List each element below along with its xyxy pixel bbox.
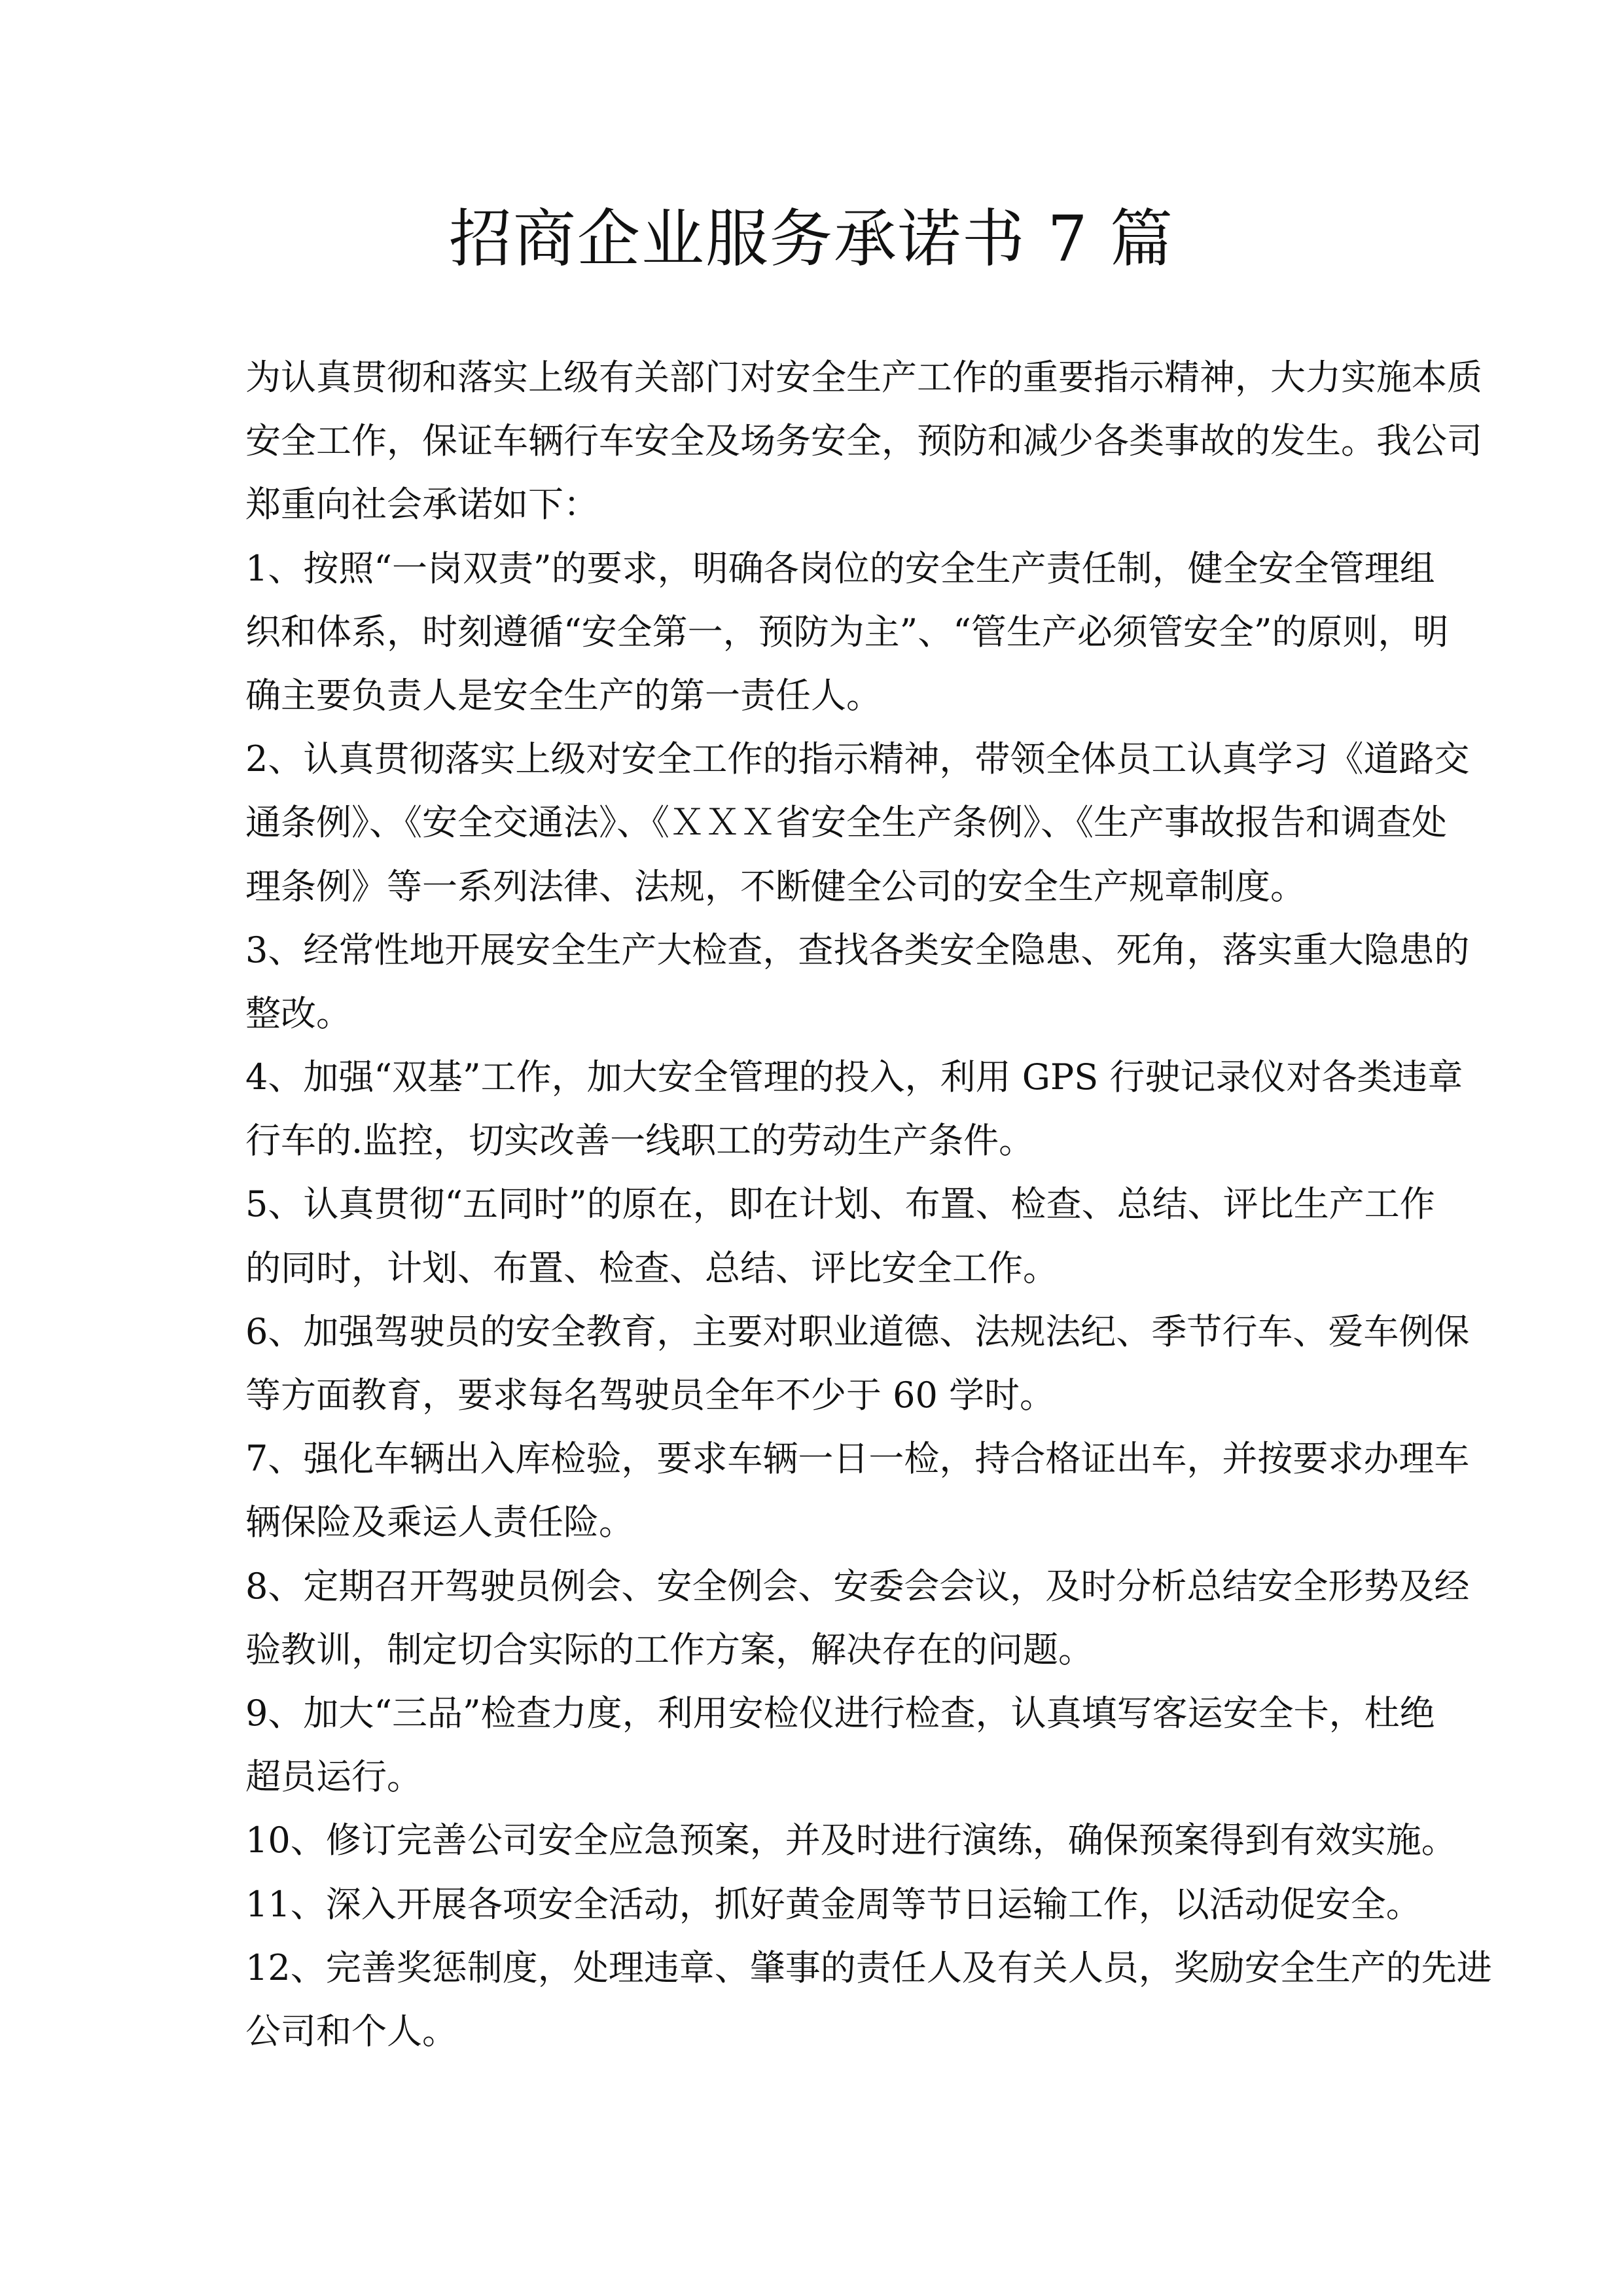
paragraph [245,1300,1470,1427]
text-line: 超员运行。 [245,1756,422,1798]
paragraph [245,1427,1470,1554]
document-body [245,346,1492,2063]
text-line: 验教训，制定切合实际的工作方案，解决存在的问题。 [245,1628,1094,1670]
text-line: 12、完善奖惩制度，处理违章、肇事的责任人及有关人员，奖励安全生产的先进 [245,1946,1492,1988]
text-line: 公司和个人。 [245,2010,457,2052]
text-line: 7、强化车辆出入库检验，要求车辆一日一检，持合格证出车，并按要求办理车 [245,1438,1470,1480]
text-line: 2、认真贯彻落实上级对安全工作的指示精神，带领全体员工认真学习《道路交 [245,738,1470,780]
paragraph [245,1936,1492,2063]
text-line: 行车的.监控，切实改善一线职工的劳动生产条件。 [245,1120,1035,1162]
text-line: 10、修订完善公司安全应急预案，并及时进行演练，确保预案得到有效实施。 [245,1820,1457,1861]
text-line: 的同时，计划、布置、检查、总结、评比安全工作。 [245,1247,1058,1289]
text-line: 为认真贯彻和落实上级有关部门对安全生产工作的重要指示精神，大力实施本质 [245,357,1482,398]
text-line: 郑重向社会承诺如下： [245,484,599,526]
paragraph [245,1808,1457,1872]
paragraph [245,1873,1421,1936]
text-line: 通条例》、《安全交通法》、《ＸＸＸ省安全生产条例》、《生产事故报告和调查处 [245,802,1447,844]
text-line: 织和体系，时刻遵循“安全第一，预防为主”、“管生产必须管安全”的原则，明 [245,611,1449,653]
text-line: 辆保险及乘运人责任险。 [245,1501,634,1543]
paragraph [245,537,1449,728]
text-line: 4、加强“双基”工作，加大安全管理的投入，利用 GPS 行驶记录仪对各类违章 [245,1056,1463,1098]
text-line: 整改。 [245,992,351,1034]
text-line: 确主要负责人是安全生产的第一责任人。 [245,674,882,716]
paragraph [245,727,1470,918]
text-line: 安全工作，保证车辆行车安全及场务安全，预防和减少各类事故的发生。我公司 [245,420,1482,462]
text-line: 11、深入开展各项安全活动，抓好黄金周等节日运输工作，以活动促安全。 [245,1883,1421,1925]
text-line: 等方面教育，要求每名驾驶员全年不少于 60 学时。 [245,1374,1056,1416]
paragraph [245,1554,1470,1681]
paragraph [245,1045,1463,1172]
text-line: 5、认真贯彻“五同时”的原在，即在计划、布置、检查、总结、评比生产工作 [245,1183,1435,1225]
text-line: 8、定期召开驾驶员例会、安全例会、安委会会议，及时分析总结安全形势及经 [245,1565,1470,1607]
text-line: 6、加强驾驶员的安全教育，主要对职业道德、法规法纪、季节行车、爱车例保 [245,1310,1470,1352]
paragraph [245,346,1482,537]
text-line: 3、经常性地开展安全生产大检查，查找各类安全隐患、死角，落实重大隐患的 [245,929,1470,971]
paragraph [245,918,1470,1045]
paragraph [245,1172,1435,1299]
paragraph [245,1681,1435,1808]
text-line: 理条例》等一系列法律、法规，不断健全公司的安全生产规章制度。 [245,865,1306,907]
document-title: 招商企业服务承诺书 7 篇 [448,202,1175,276]
text-line: 1、按照“一岗双责”的要求，明确各岗位的安全生产责任制，健全安全管理组 [245,547,1435,589]
text-line: 9、加大“三品”检查力度，利用安检仪进行检查，认真填写客运安全卡，杜绝 [245,1692,1435,1734]
